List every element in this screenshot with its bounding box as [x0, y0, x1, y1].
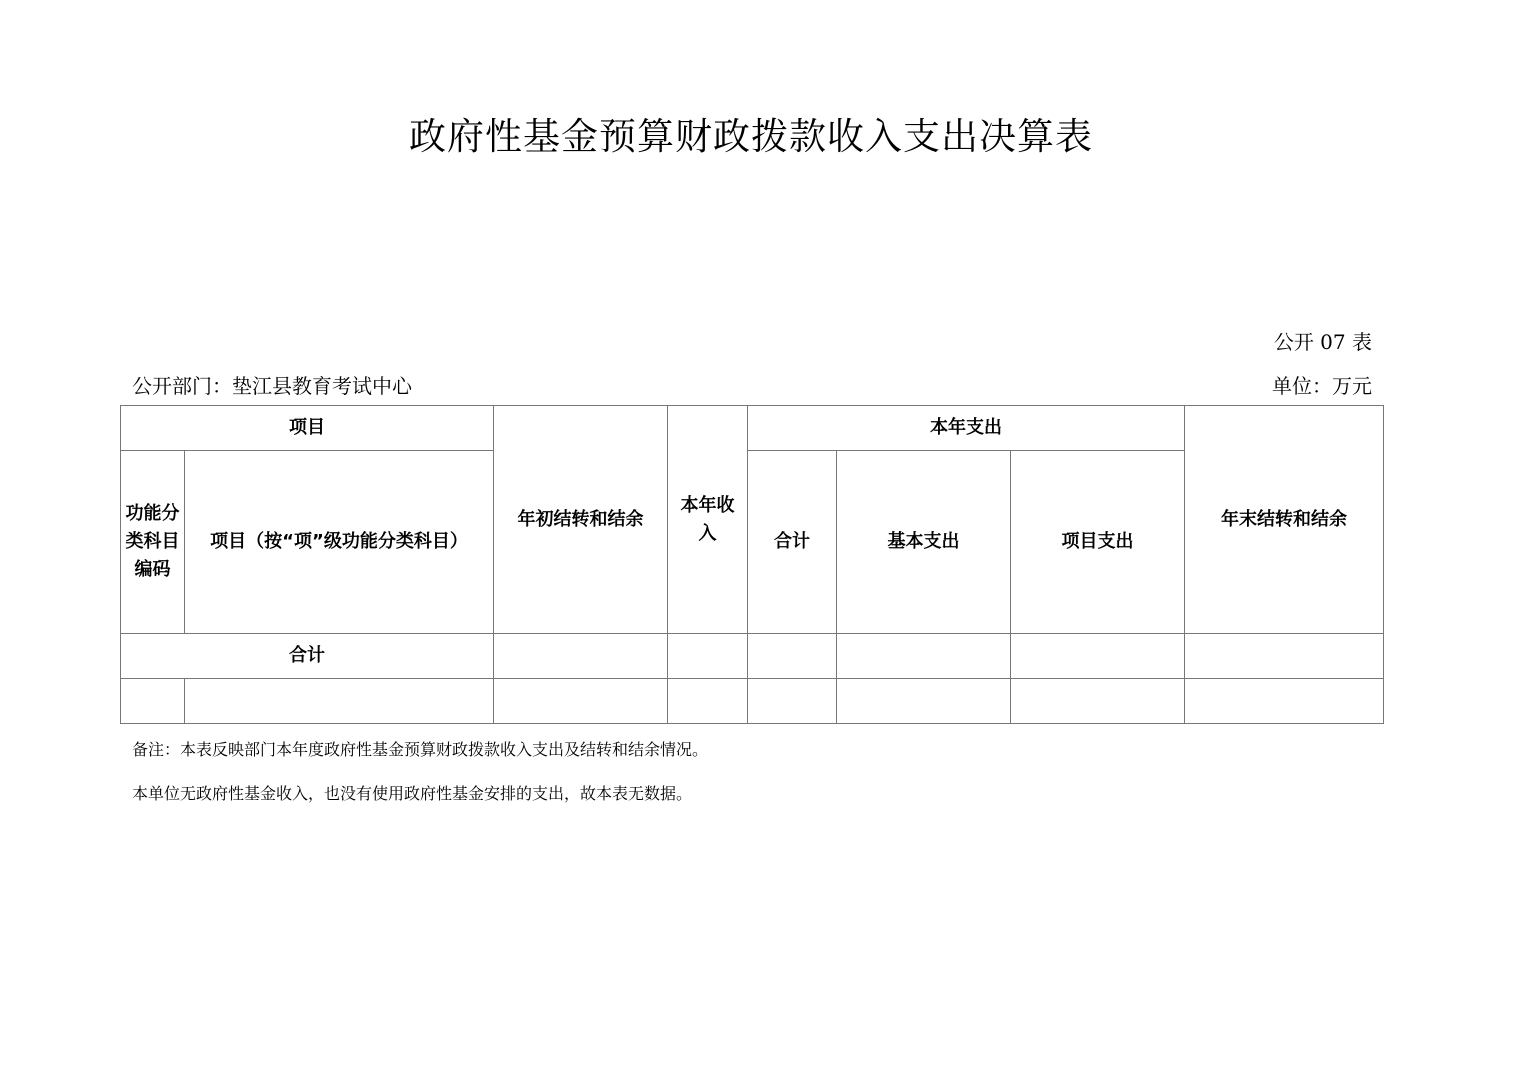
- header-basic-expense: 基本支出: [837, 451, 1011, 634]
- table-cell: [1011, 679, 1185, 724]
- note-remark: 备注：本表反映部门本年度政府性基金预算财政拨款收入支出及结转和结余情况。: [132, 740, 709, 759]
- form-number: 公开 07 表: [1273, 330, 1372, 354]
- table-row-empty: [121, 679, 1384, 724]
- header-begin-balance: 年初结转和结余: [494, 406, 668, 634]
- table-cell: [748, 634, 837, 679]
- page-title: 政府性基金预算财政拨款收入支出决算表: [409, 115, 1093, 158]
- header-project-expense: 项目支出: [1011, 451, 1185, 634]
- budget-table: [120, 405, 1384, 724]
- table-cell: [121, 679, 185, 724]
- table-cell: [494, 679, 668, 724]
- table-cell: [1185, 634, 1384, 679]
- header-annual-income: 本年收入: [668, 406, 748, 634]
- table-cell: [1185, 679, 1384, 724]
- header-expense-total: 合计: [748, 451, 837, 634]
- table-cell: [748, 679, 837, 724]
- total-row-label: 合计: [121, 634, 494, 679]
- note-no-data: 本单位无政府性基金收入，也没有使用政府性基金安排的支出，故本表无数据。: [132, 784, 693, 803]
- table-cell: [837, 634, 1011, 679]
- table-cell: [494, 634, 668, 679]
- header-project: 项目: [121, 406, 494, 451]
- header-end-balance: 年末结转和结余: [1185, 406, 1384, 634]
- table-cell: [668, 634, 748, 679]
- department-label: 公开部门：垫江县教育考试中心: [132, 374, 412, 398]
- table-cell: [185, 679, 494, 724]
- header-project-name: 项目（按“项”级功能分类科目）: [185, 451, 494, 634]
- header-function-code: 功能分类科目编码: [121, 451, 185, 634]
- table-cell: [1011, 634, 1185, 679]
- table-cell: [668, 679, 748, 724]
- table-cell: [837, 679, 1011, 724]
- table-row-total: [121, 634, 1384, 679]
- header-annual-expense: 本年支出: [748, 406, 1185, 451]
- unit-label: 单位：万元: [1272, 374, 1372, 398]
